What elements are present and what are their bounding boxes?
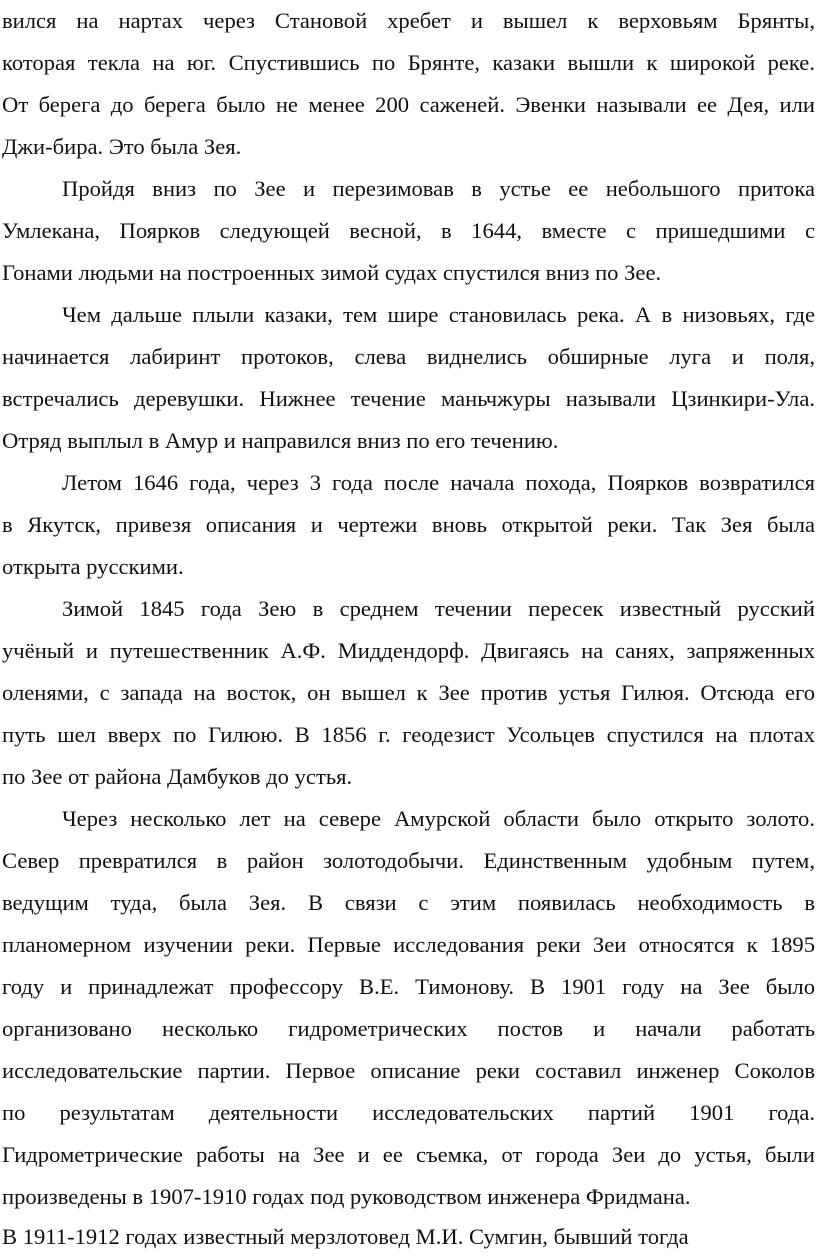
text-line: Умлекана, Поярков следующей весной, в 1644, вместе с пришедшими с <box>2 218 815 243</box>
text-line: От берега до берега было не менее 200 саженей. Эвенки называли ее Дея, или <box>2 92 815 117</box>
text-line: по результатам деятельности исследовательских партий 1901 года. <box>2 1100 815 1125</box>
text-line: по Зее от района Дамбуков до устья. <box>2 764 353 789</box>
text-line: путь шел вверх по Гилюю. В 1856 г. геодезист Усольцев спустился на плотах <box>2 722 815 747</box>
text-line: оленями, с запада на восток, он вышел к Зее против устья Гилюя. Отсюда его <box>2 680 815 705</box>
text-line: Отряд выплыл в Амур и направился вниз по его течению. <box>2 428 559 453</box>
text-line: Чем дальше плыли казаки, тем шире становилась река. А в низовьях, где <box>62 302 815 327</box>
text-line: исследовательские партии. Первое описание реки составил инженер Соколов <box>2 1058 815 1083</box>
text-line: В 1911-1912 годах известный мерзлотовед М.И. Сумгин, бывший тогда <box>2 1224 689 1249</box>
text-line: Джи-бира. Это была Зея. <box>2 134 242 159</box>
text-line: Гидрометрические работы на Зее и ее съемка, от города Зеи до устья, были <box>2 1142 815 1167</box>
text-line: году и принадлежат профессору В.Е. Тимонову. В 1901 году на Зее было <box>2 974 815 999</box>
text-line: организовано несколько гидрометрических постов и начали работать <box>2 1016 815 1041</box>
text-line: учёный и путешественник А.Ф. Миддендорф. Двигаясь на санях, запряженных <box>2 638 815 663</box>
text-line: планомерном изучении реки. Первые исследования реки Зеи относятся к 1895 <box>2 932 815 957</box>
text-line: Север превратился в район золотодобычи. Единственным удобным путем, <box>2 848 815 873</box>
text-line: которая текла на юг. Спустившись по Брянте, казаки вышли к широкой реке. <box>2 50 815 75</box>
text-line: вился на нартах через Становой хребет и вышел к верховьям Брянты, <box>2 8 815 33</box>
text-line: начинается лабиринт протоков, слева виднелись обширные луга и поля, <box>2 344 815 369</box>
text-line: Пройдя вниз по Зее и перезимовав в устье ее небольшого притока <box>62 176 815 201</box>
text-line: Гонами людьми на построенных зимой судах спустился вниз по Зее. <box>2 260 662 285</box>
text-line: открыта русскими. <box>2 554 184 579</box>
text-line: ведущим туда, была Зея. В связи с этим появилась необходимость в <box>2 890 815 915</box>
text-line: произведены в 1907-1910 годах под руководством инженера Фридмана. <box>2 1184 691 1209</box>
text-line: в Якутск, привезя описания и чертежи вновь открытой реки. Так Зея была <box>2 512 815 537</box>
text-line: Зимой 1845 года Зею в среднем течении пересек известный русский <box>62 596 815 621</box>
text-line: Летом 1646 года, через 3 года после начала похода, Поярков возвратился <box>62 470 815 495</box>
text-line: встречались деревушки. Нижнее течение маньчжуры называли Цзинкири-Ула. <box>2 386 815 411</box>
text-line: Через несколько лет на севере Амурской области было открыто золото. <box>62 806 815 831</box>
